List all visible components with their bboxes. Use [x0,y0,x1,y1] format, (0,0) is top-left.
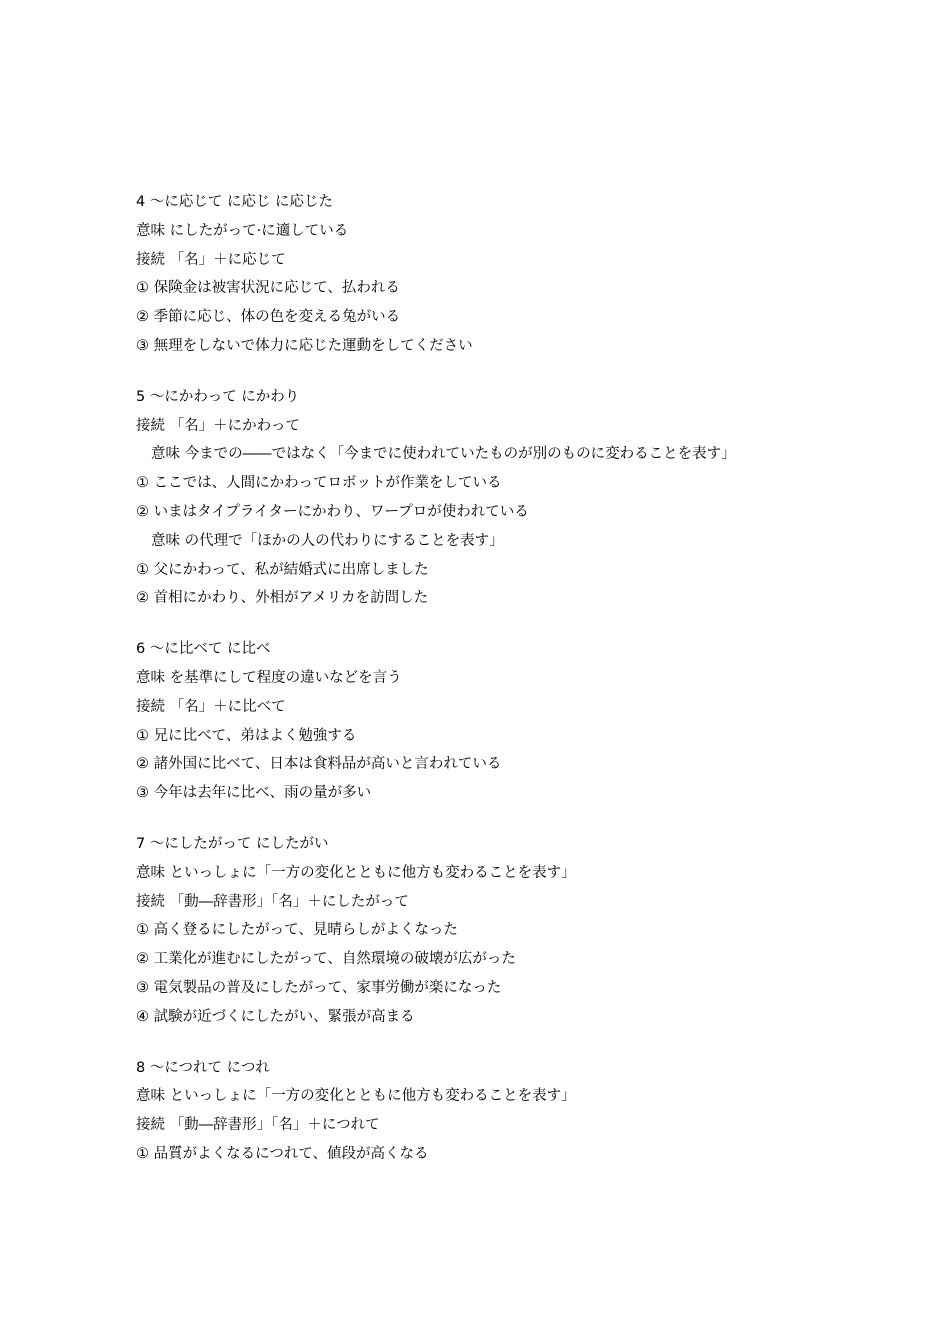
meaning-line: 意味 を基準にして程度の違いなどを言う [136,669,402,686]
example-sentence: ② 諸外国に比べて、日本は食料品が高いと言われている [136,756,502,773]
example-sentence: ② 工業化が進むにしたがって、自然環境の破壊が広がった [136,951,516,968]
meaning-line: 意味 の代理で「ほかの人の代わりにすることを表す」 [151,532,504,549]
example-sentence: ① 父にかわって、私が結婚式に出席しました [136,561,429,578]
example-sentence: ① 保険金は被害状況に応じて、払われる [136,280,400,297]
section-heading: 7 ～にしたがって にしたがい [136,835,329,852]
connection-line: 接続 「名」＋に比べて [136,698,286,715]
example-sentence: ③ 今年は去年に比べ、雨の量が多い [136,785,372,802]
grammar-section [136,635,926,808]
grammar-section [136,188,926,361]
meaning-line: 意味 といっしょに「一方の変化とともに他方も変わることを表す」 [136,864,576,881]
grammar-section [136,830,926,1032]
connection-line: 接続 「動―辞書形」「名」＋にしたがって [136,893,409,910]
example-sentence: ① 兄に比べて、弟はよく勉強する [136,727,357,744]
example-sentence: ④ 試験が近づくにしたがい、緊張が高まる [136,1008,415,1025]
document-body [136,188,926,1191]
section-heading: 8 ～につれて につれ [136,1059,270,1076]
grammar-section [136,1054,926,1169]
example-sentence: ① 高く登るにしたがって、見晴らしがよくなった [136,922,458,939]
example-sentence: ① ここでは、人間にかわってロボットが作業をしている [136,475,502,492]
example-sentence: ③ 電気製品の普及にしたがって、家事労働が楽になった [136,979,502,996]
connection-line: 接続 「名」＋にかわって [136,417,300,434]
grammar-section [136,383,926,613]
meaning-line: 意味 今までの――ではなく「今までに使われていたものが別のものに変わることを表す」 [151,446,736,463]
connection-line: 接続 「名」＋に応じて [136,251,286,268]
meaning-line: 意味 といっしょに「一方の変化とともに他方も変わることを表す」 [136,1088,576,1105]
connection-line: 接続 「動―辞書形」「名」＋につれて [136,1117,380,1134]
example-sentence: ② 首相にかわり、外相がアメリカを訪問した [136,590,429,607]
section-heading: 6 ～に比べて に比べ [136,641,271,658]
section-heading: 4 ～に応じて に応じ に応じた [136,194,334,210]
meaning-line: 意味 にしたがって·に適している [136,222,349,239]
example-sentence: ③ 無理をしないで体力に応じた運動をしてください [136,337,473,354]
example-sentence: ① 品質がよくなるにつれて、値段が高くなる [136,1145,429,1162]
example-sentence: ② 季節に応じ、体の色を変える兔がいる [136,309,401,326]
section-heading: 5 ～にかわって にかわり [136,388,300,405]
example-sentence: ② いまはタイプライターにかわり、ワープロが使われている [136,503,529,520]
